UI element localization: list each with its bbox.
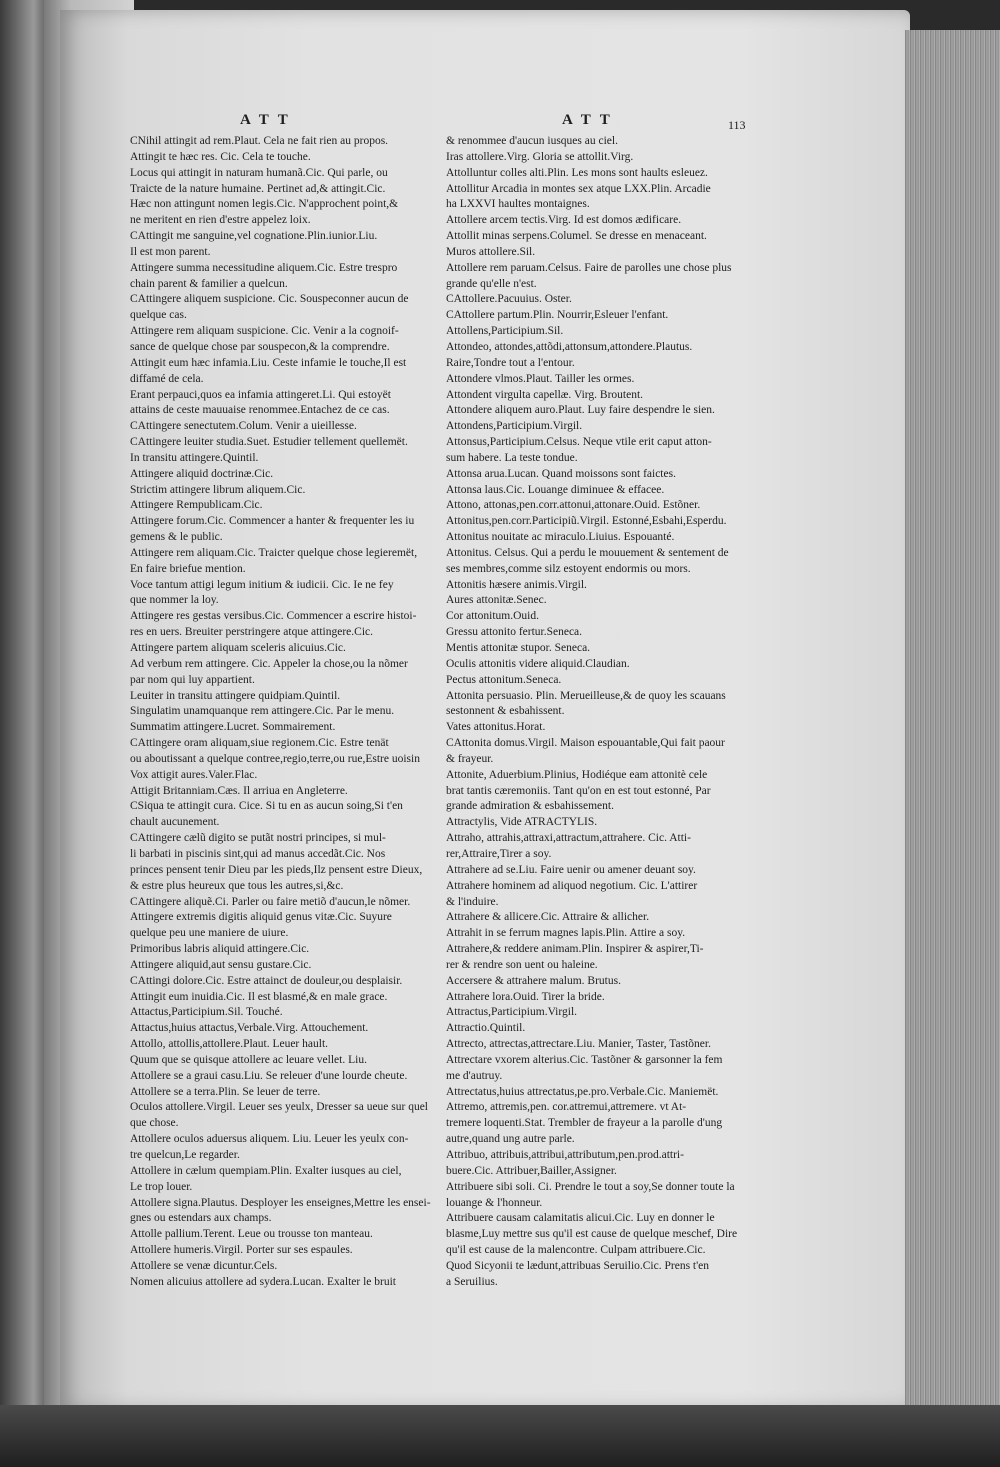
dictionary-line: Attollit minas serpens.Columel. Se dresse en menaceant. xyxy=(446,230,707,243)
dictionary-line: Traicte de la nature humaine. Pertinet ad,& attingit.Cic. xyxy=(130,182,386,195)
dictionary-line: Attractio.Quintil. xyxy=(446,1022,526,1035)
dictionary-line: ha LXXVI haultes montaignes. xyxy=(446,198,590,211)
dictionary-line: Raire,Tondre tout a l'entour. xyxy=(446,356,575,369)
dictionary-line: attains de ceste mauuaise renommee.Entachez de ce cas. xyxy=(130,404,390,417)
dictionary-line: Attollo, attollis,attollere.Plaut. Leuer hault. xyxy=(130,1038,329,1051)
dictionary-line: a Seruilius. xyxy=(446,1275,498,1288)
dictionary-line: Attollere arcem tectis.Virg. Id est domos ædificare. xyxy=(446,214,682,227)
dictionary-line: CNihil attingit ad rem.Plaut. Cela ne fait rien au propos. xyxy=(130,135,389,147)
dictionary-line: Attrahere hominem ad aliquod negotium. Cic. L'attirer xyxy=(446,879,698,892)
dictionary-line: In transitu attingere.Quintil. xyxy=(130,451,259,464)
dictionary-line: Attrectare vxorem alterius.Cic. Tastõner & garsonner la fem xyxy=(446,1053,723,1066)
dictionary-line: & l'induire. xyxy=(446,895,499,908)
dictionary-line: par nom qui luy appartient. xyxy=(130,673,255,686)
dictionary-line: Attribuo, attribuis,attribui,attributum,pen.prod.attri- xyxy=(446,1149,684,1161)
dictionary-line: gnes ou estendars aux champs. xyxy=(130,1212,272,1225)
dictionary-line: Oculis attonitis videre aliquid.Claudian. xyxy=(446,657,630,670)
dictionary-line: me d'autruy. xyxy=(446,1069,503,1082)
dictionary-line: CSiqua te attingit cura. Cice. Si tu en as aucun soing,Si t'en xyxy=(130,800,403,813)
dictionary-line: Attractus,Participium.Virgil. xyxy=(446,1006,578,1019)
dictionary-line: Attingere rem aliquam suspicione. Cic. Venir a la cognoif- xyxy=(130,325,399,338)
dictionary-line: Attraho, attrahis,attraxi,attractum,attrahere. Cic. Atti- xyxy=(446,832,691,845)
dictionary-line: Attondens,Participium.Virgil. xyxy=(446,420,583,433)
dictionary-line: Strictim attingere librum aliquem.Cic. xyxy=(130,483,306,496)
dictionary-line: Nomen alicuius attollere ad sydera.Lucan. Exalter le bruit xyxy=(130,1275,396,1288)
left-column-header: ATT xyxy=(240,112,297,128)
dictionary-line: ou aboutissant a quelque contree,regio,terre,ou rue,Estre uoisin xyxy=(130,752,420,765)
dictionary-line: tremere loquenti.Stat. Trembler de frayeur a la parolle d'ung xyxy=(446,1117,723,1130)
dictionary-line: Attrahere lora.Ouid. Tirer la bride. xyxy=(446,990,605,1003)
dictionary-line: Voce tantum attigi legum initium & iudicii. Cic. Ie ne fey xyxy=(130,578,394,591)
dictionary-line: Attollitur Arcadia in montes sex atque LXX.Plin. Arcadie xyxy=(446,182,711,195)
dictionary-line: Mentis attonitæ stupor. Seneca. xyxy=(446,642,591,654)
dictionary-line: sance de quelque chose par souspecon,& la comprendre. xyxy=(130,340,390,353)
dictionary-line: Attribuere sibi soli. Ci. Prendre le tout a soy,Se donner toute la xyxy=(446,1180,735,1193)
dictionary-line: Vox attigit aures.Valer.Flac. xyxy=(130,768,258,781)
dictionary-line: ses membres,comme silz estoyent endormis ou mors. xyxy=(446,562,691,575)
right-column-header: ATT xyxy=(562,112,619,128)
dictionary-line: Attigit Britanniam.Cæs. Il arriua en Angleterre. xyxy=(130,784,348,797)
dictionary-line: Attollere se venæ dicuntur.Cels. xyxy=(130,1259,278,1272)
page-number: 113 xyxy=(728,118,746,132)
dictionary-line: Attingere aliquid,aut sensu gustare.Cic. xyxy=(130,958,312,971)
dictionary-line: grande qu'elle n'est. xyxy=(446,277,537,290)
dictionary-line: Singulatim unamquanque rem attingere.Cic. Par le menu. xyxy=(130,705,395,718)
dictionary-line: Attondeo, attondes,attõdi,attonsum,attondere.Plautus. xyxy=(446,340,693,353)
dictionary-line: Attollens,Participium.Sil. xyxy=(446,325,564,338)
dictionary-line: Attrahere,& reddere animam.Plin. Inspirer & aspirer,Ti- xyxy=(446,943,704,956)
dictionary-line: Attractylis, Vide ATRACTYLIS. xyxy=(446,816,598,829)
dictionary-line: & frayeur. xyxy=(446,752,494,765)
page-stack-edge xyxy=(905,30,1000,1410)
dictionary-line: Attollere oculos aduersus aliquem. Liu. Leuer les yeulx con- xyxy=(130,1133,409,1146)
dictionary-line: Muros attollere.Sil. xyxy=(446,245,536,258)
dictionary-line: brat tantis cæremoniis. Tant qu'on en est tout estonné, Par xyxy=(446,784,711,797)
dictionary-line: Attactus,Participium.Sil. Touché. xyxy=(130,1006,283,1019)
dictionary-line: Attollere in cælum quempiam.Plin. Exalter iusques au ciel, xyxy=(130,1164,402,1177)
dictionary-line: autre,quand ung autre parle. xyxy=(446,1133,575,1146)
dictionary-line: Locus qui attingit in naturam humanã.Cic. Qui parle, ou xyxy=(130,166,388,179)
dictionary-line: Attingit eum inuidia.Cic. Il est blasmé,& en male grace. xyxy=(130,990,388,1003)
dictionary-line: Attingit eum hæc infamia.Liu. Ceste infamie le touche,Il est xyxy=(130,356,407,369)
dictionary-line: qu'il est cause de la malencontre. Culpam attribuere.Cic. xyxy=(446,1244,706,1257)
dictionary-line: Quum que se quisque attollere ac leuare vellet. Liu. xyxy=(130,1053,367,1066)
dictionary-line: res en uers. Breuiter perstringere atque attingere.Cic. xyxy=(130,626,373,639)
dictionary-line: Attremo, attremis,pen. cor.attremui,attremere. vt At- xyxy=(446,1101,687,1114)
dictionary-line: Attollere rem paruam.Celsus. Faire de parolles une chose plus xyxy=(446,261,732,274)
dictionary-line: rer & rendre son uent ou haleine. xyxy=(446,958,598,971)
dictionary-line: CAttingi dolore.Cic. Estre attainct de douleur,ou desplaisir. xyxy=(130,974,403,987)
dictionary-line: princes pensent tenir Dieu par les pieds,Ilz pensent estre Dieux, xyxy=(130,863,423,876)
dictionary-line: CAttingere senectutem.Colum. Venir a uieillesse. xyxy=(130,420,357,433)
dictionary-line: Attonsus,Participium.Celsus. Neque vtile erit caput atton- xyxy=(446,436,712,449)
dictionary-line: Attondere aliquem auro.Plaut. Luy faire despendre le sien. xyxy=(446,404,715,417)
dictionary-line: que nommer la loy. xyxy=(130,594,219,607)
dictionary-line: quelque peu une maniere de uiure. xyxy=(130,927,289,940)
dictionary-line: Accersere & attrahere malum. Brutus. xyxy=(446,974,621,987)
dictionary-line: Attingere summa necessitudine aliquem.Cic. Estre trespro xyxy=(130,261,398,274)
dictionary-line: grande admiration & esbahissement. xyxy=(446,800,614,813)
dictionary-line: Attonitus,pen.corr.Participiũ.Virgil. Estonné,Esbahi,Esperdu. xyxy=(446,515,727,528)
dictionary-line: Pectus attonitum.Seneca. xyxy=(446,673,562,686)
dictionary-line: & renommee d'aucun iusques au ciel. xyxy=(446,135,618,147)
dictionary-line: buere.Cic. Attribuer,Bailler,Assigner. xyxy=(446,1164,617,1177)
dictionary-line: Attribuere causam calamitatis alicui.Cic. Luy en donner le xyxy=(446,1212,715,1225)
dictionary-line: louange & l'honneur. xyxy=(446,1196,543,1209)
dictionary-line: Leuiter in transitu attingere quidpiam.Quintil. xyxy=(130,689,341,702)
dictionary-line: Attrahere & allicere.Cic. Attraire & allicher. xyxy=(446,911,650,924)
dictionary-line: CAttollere.Pacuuius. Oster. xyxy=(446,293,572,306)
dictionary-line: li barbati in piscinis sint,qui ad manus accedãt.Cic. Nos xyxy=(130,847,386,860)
dictionary-line: Attonsa laus.Cic. Louange diminuee & effacee. xyxy=(446,483,665,496)
dictionary-line: Attollere humeris.Virgil. Porter sur ses espaules. xyxy=(130,1244,353,1257)
dictionary-line: Attondent virgulta capellæ. Virg. Broutent. xyxy=(446,388,644,401)
dictionary-line: Attrahere ad se.Liu. Faire uenir ou amener deuant soy. xyxy=(446,863,696,876)
dictionary-line: En faire briefue mention. xyxy=(130,562,246,575)
dictionary-line: blasme,Luy mettre sus qu'il est cause de quelque meschef, Dire xyxy=(446,1228,738,1241)
dictionary-line: Attingere rem aliquam.Cic. Traicter quelque chose legieremët, xyxy=(130,546,418,559)
dictionary-line: tre quelcun,Le regarder. xyxy=(130,1149,240,1161)
dictionary-line: Attonita persuasio. Plin. Merueilleuse,& de quoy les scauans xyxy=(446,689,726,702)
dictionary-line: Attrectatus,huius attrectatus,pe.pro.Verbale.Cic. Maniemët. xyxy=(446,1085,719,1098)
dictionary-line: Attondere vlmos.Plaut. Tailler les ormes. xyxy=(446,372,635,385)
dictionary-line: Primoribus labris aliquid attingere.Cic. xyxy=(130,943,310,956)
dictionary-line: Attollere signa.Plautus. Desployer les enseignes,Mettre les ensei- xyxy=(130,1196,431,1209)
dictionary-line: sestonnent & esbahissent. xyxy=(446,705,565,718)
dictionary-line: Cor attonitum.Ouid. xyxy=(446,610,539,623)
dictionary-line: CAttingere aliquem suspicione. Cic. Souspeconner aucun de xyxy=(130,293,409,306)
dictionary-line: Attrahit in se ferrum magnes lapis.Plin. Attire a soy. xyxy=(446,927,686,940)
dictionary-line: CAttingere aliquẽ.Ci. Parler ou faire metiõ d'aucun,le nõmer. xyxy=(130,895,411,908)
dictionary-line: Attingit te hæc res. Cic. Cela te touche. xyxy=(130,150,311,163)
dictionary-line: Attolluntur colles alti.Plin. Les mons sont haults esleuez. xyxy=(446,166,708,179)
previous-page-edge xyxy=(0,0,48,1467)
dictionary-line: Attrecto, attrectas,attrectare.Liu. Manier, Taster, Tastõner. xyxy=(446,1038,711,1051)
dictionary-line: Attingere Rempublicam.Cic. xyxy=(130,499,263,512)
dictionary-line: Attingere res gestas versibus.Cic. Commencer a escrire histoi- xyxy=(130,610,417,623)
dictionary-line: chain parent & familier a quelcun. xyxy=(130,277,288,290)
dictionary-line: Oculos attollere.Virgil. Leuer ses yeulx, Dresser sa ueue sur quel xyxy=(130,1101,429,1114)
dictionary-line: gemens & le public. xyxy=(130,531,223,544)
dictionary-line: Attingere forum.Cic. Commencer a hanter & frequenter les iu xyxy=(130,515,415,528)
dictionary-line: CAttingit me sanguine,vel cognatione.Plin.iunior.Liu. xyxy=(130,230,378,243)
dictionary-line: CAttollere partum.Plin. Nourrir,Esleuer l'enfant. xyxy=(446,309,669,322)
dictionary-line: chault aucunement. xyxy=(130,816,220,829)
dictionary-line: sum habere. La teste tondue. xyxy=(446,451,578,464)
dictionary-line: que chose. xyxy=(130,1117,179,1130)
dictionary-line: CAttingere cælũ digito se putãt nostri principes, si mul- xyxy=(130,832,386,845)
dictionary-line: Le trop louer. xyxy=(130,1180,193,1193)
dictionary-line: Attingere partem aliquam sceleris alicuius.Cic. xyxy=(130,642,346,654)
dictionary-line: Erant perpauci,quos ea infamia attingeret.Li. Qui estoyët xyxy=(130,388,391,401)
dictionary-line: Iras attollere.Virg. Gloria se attollit.Virg. xyxy=(446,150,634,163)
dictionary-line: Attonitis hæsere animis.Virgil. xyxy=(446,578,587,591)
bottom-shadow xyxy=(0,1405,1000,1467)
dictionary-line: Attollere se a terra.Plin. Se leuer de terre. xyxy=(130,1085,321,1098)
right-column xyxy=(446,134,771,1291)
dictionary-line: Attono, attonas,pen.corr.attonui,attonare.Ouid. Estõner. xyxy=(446,499,701,512)
dictionary-line: Attollere se a graui casu.Liu. Se releuer d'une lourde cheute. xyxy=(130,1069,408,1082)
dictionary-line: & estre plus heureux que tous les autres,si,&c. xyxy=(130,879,344,892)
dictionary-line: CAttingere oram aliquam,siue regionem.Cic. Estre tenät xyxy=(130,737,389,750)
dictionary-line: CAttonita domus.Virgil. Maison espouantable,Qui fait paour xyxy=(446,737,725,750)
dictionary-line: Hæc non attingunt nomen legis.Cic. N'approchent point,& xyxy=(130,198,399,211)
dictionary-line: CAttingere leuiter studia.Suet. Estudier tellement quellemët. xyxy=(130,436,408,449)
dictionary-line: Vates attonitus.Horat. xyxy=(446,721,546,734)
dictionary-line: quelque cas. xyxy=(130,309,187,322)
dictionary-line: ne meritent en rien d'estre appelez loix. xyxy=(130,214,311,227)
dictionary-line: Summatim attingere.Lucret. Sommairement. xyxy=(130,721,336,734)
dictionary-line: Gressu attonito fertur.Seneca. xyxy=(446,626,583,639)
dictionary-line: Il est mon parent. xyxy=(130,245,211,258)
dictionary-line: Aures attonitæ.Senec. xyxy=(446,594,547,607)
left-column xyxy=(130,134,440,1291)
dictionary-line: Attingere extremis digitis aliquid genus vitæ.Cic. Suyure xyxy=(130,911,392,924)
dictionary-line: Attonitus. Celsus. Qui a perdu le mouuement & sentement de xyxy=(446,546,729,559)
dictionary-line: Attolle pallium.Terent. Leue ou trousse ton manteau. xyxy=(130,1228,373,1241)
dictionary-line: rer,Attraire,Tirer a soy. xyxy=(446,847,552,860)
dictionary-line: Ad verbum rem attingere. Cic. Appeler la chose,ou la nõmer xyxy=(130,657,408,670)
dictionary-line: Quod Sicyonii te lædunt,attribuas Seruilio.Cic. Prens t'en xyxy=(446,1259,710,1272)
dictionary-line: Attonite, Aduerbium.Plinius, Hodiéque eam attonitè cele xyxy=(446,768,708,781)
dictionary-line: diffamé de cela. xyxy=(130,372,204,385)
dictionary-line: Attonitus nouitate ac miraculo.Liuius. Espouanté. xyxy=(446,531,675,544)
dictionary-line: Attonsa arua.Lucan. Quand moissons sont faictes. xyxy=(446,467,676,480)
dictionary-line: Attactus,huius attactus,Verbale.Virg. Attouchement. xyxy=(130,1022,369,1035)
dictionary-line: Attingere aliquid doctrinæ.Cic. xyxy=(130,467,274,480)
